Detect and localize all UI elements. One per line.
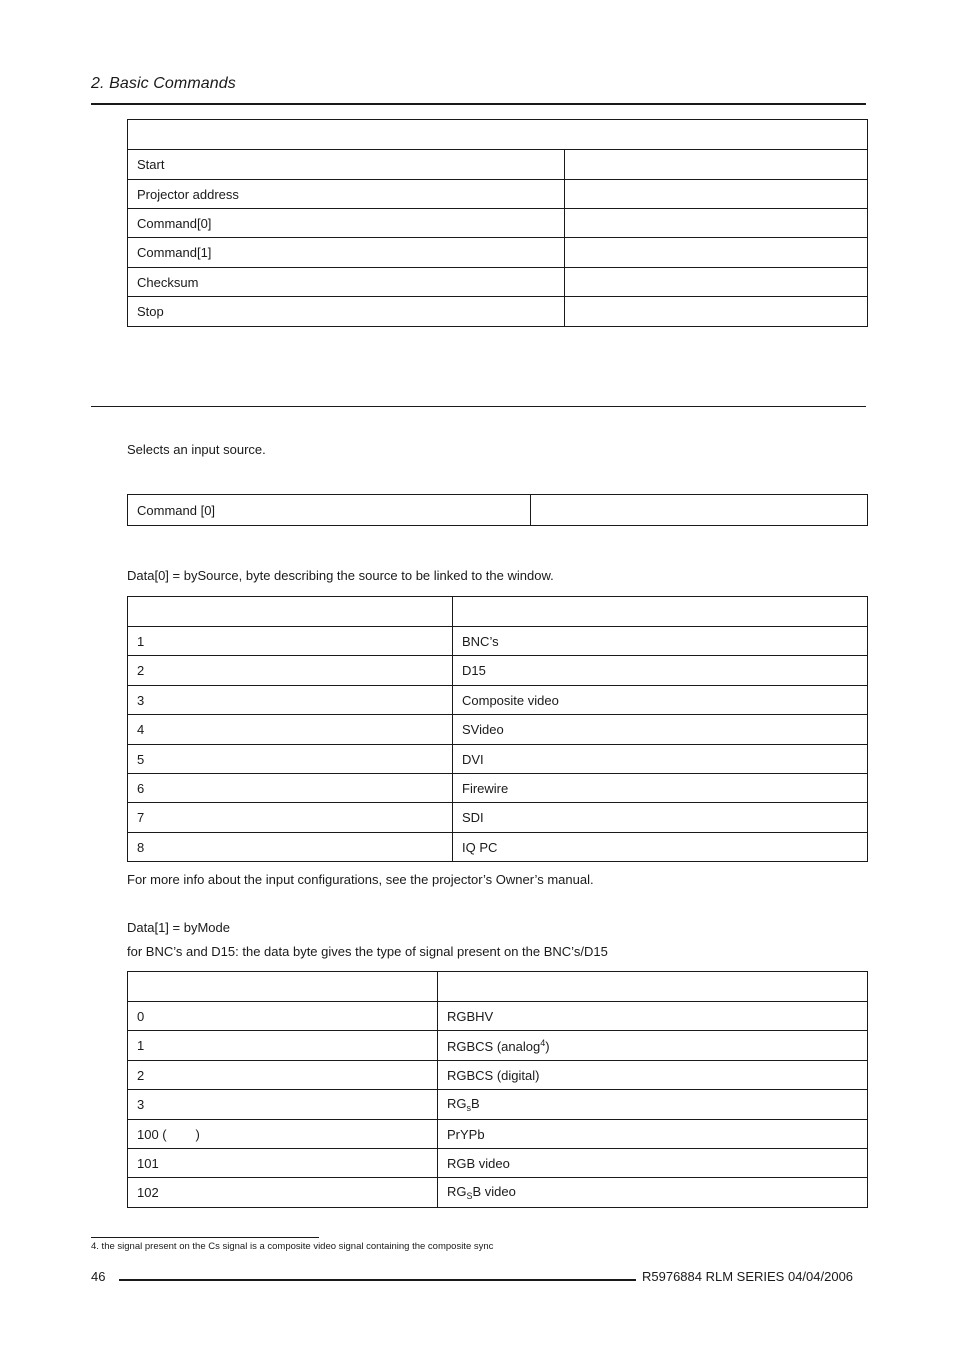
- source-table-header-cell: [128, 597, 453, 627]
- mode-name: [438, 1149, 868, 1178]
- source-value: 2: [128, 656, 453, 686]
- table-row: [128, 1120, 868, 1149]
- table-row: [128, 833, 868, 862]
- packet-field-value: [565, 268, 868, 297]
- source-value: 5: [128, 745, 453, 774]
- packet-field-label: Checksum: [128, 268, 565, 297]
- mode-name: [438, 1178, 868, 1208]
- table-row: [128, 209, 868, 238]
- mode-name-suffix: B video: [472, 1184, 516, 1199]
- mode-name: [438, 1061, 868, 1090]
- mode-value: 1: [128, 1031, 438, 1061]
- table-row: [128, 656, 868, 686]
- packet-table: [127, 119, 868, 327]
- mode-name: [438, 1090, 868, 1120]
- mode-value: 102: [128, 1178, 438, 1208]
- packet-field-label: Start: [128, 150, 565, 180]
- table-row: [128, 180, 868, 209]
- section-divider: [91, 406, 866, 407]
- mode-name: [438, 1031, 868, 1061]
- table-row: [128, 745, 868, 774]
- packet-field-label: Stop: [128, 297, 565, 327]
- command-value: [531, 495, 868, 526]
- packet-field-value: [565, 180, 868, 209]
- packet-field-value: [565, 209, 868, 238]
- document-reference: R5976884 RLM SERIES 04/04/2006: [642, 1269, 854, 1284]
- source-name: SVideo: [453, 715, 868, 745]
- source-value: 1: [128, 627, 453, 656]
- mode-subscript: s: [466, 1103, 471, 1113]
- mode-table-header-cell: [128, 972, 438, 1002]
- table-row: [128, 1061, 868, 1090]
- mode-subscript: S: [466, 1191, 473, 1201]
- mode-name-suffix: ): [545, 1038, 550, 1054]
- table-row: [128, 686, 868, 715]
- description-text: Selects an input source.: [127, 442, 266, 457]
- mode-name-text: RGB video: [447, 1155, 510, 1171]
- mode-value: 0: [128, 1002, 438, 1031]
- table-row: [128, 803, 868, 833]
- command-table: [127, 494, 868, 526]
- footnote-rule: [91, 1237, 319, 1238]
- mode-value: 100 ( ): [128, 1120, 438, 1149]
- command-label: Command [0]: [128, 495, 531, 526]
- table-row: [128, 150, 868, 180]
- bnc-mode-text: for BNC’s and D15: the data byte gives the type of signal present on the BNC’s/D15: [127, 944, 608, 959]
- mode-table: [127, 971, 868, 1208]
- table-row: [128, 1149, 868, 1178]
- table-row: [128, 1090, 868, 1120]
- table-row: [128, 1178, 868, 1208]
- section-title: 2. Basic Commands: [91, 75, 236, 92]
- source-value: 8: [128, 833, 453, 862]
- table-row: [128, 774, 868, 803]
- packet-field-label: Command[1]: [128, 238, 565, 268]
- packet-field-value: [565, 297, 868, 327]
- table-row: [128, 495, 868, 526]
- source-name: Firewire: [453, 774, 868, 803]
- table-row: [128, 1002, 868, 1031]
- source-value: 4: [128, 715, 453, 745]
- table-row: [128, 627, 868, 656]
- packet-table-header-row: [128, 120, 868, 150]
- mode-name-text: RG: [447, 1184, 467, 1199]
- packet-field-label: Command[0]: [128, 209, 565, 238]
- packet-field-value: [565, 238, 868, 268]
- packet-table-header-cell: [128, 120, 868, 150]
- mode-name-text: RGBCS (digital): [447, 1067, 540, 1083]
- mode-name: [438, 1120, 868, 1149]
- mode-table-header-row: [128, 972, 868, 1002]
- mode-name-text: RGBCS (analog: [447, 1038, 541, 1054]
- source-name: Composite video: [453, 686, 868, 715]
- data0-text: Data[0] = bySource, byte describing the source to be linked to the window.: [127, 568, 554, 583]
- source-name: SDI: [453, 803, 868, 833]
- table-row: [128, 238, 868, 268]
- mode-name-text: RGBHV: [447, 1008, 494, 1024]
- header-rule: [91, 103, 866, 105]
- source-name: BNC’s: [453, 627, 868, 656]
- source-value: 6: [128, 774, 453, 803]
- mode-value: 3: [128, 1090, 438, 1120]
- mode-value: 101: [128, 1149, 438, 1178]
- mode-name-text: RG: [447, 1096, 467, 1111]
- footnote-marker: 4: [540, 1037, 546, 1048]
- table-row: [128, 715, 868, 745]
- packet-field-value: [565, 150, 868, 180]
- mode-name: [438, 1002, 868, 1031]
- source-table: [127, 596, 868, 862]
- source-table-header-cell: [453, 597, 868, 627]
- table-row: [128, 1031, 868, 1061]
- mode-name-suffix: B: [471, 1096, 480, 1111]
- footer-rule: [119, 1279, 636, 1281]
- table-row: [128, 268, 868, 297]
- packet-field-label: Projector address: [128, 180, 565, 209]
- source-value: 7: [128, 803, 453, 833]
- source-name: DVI: [453, 745, 868, 774]
- page-number: 46: [91, 1269, 106, 1284]
- table-row: [128, 297, 868, 327]
- source-name: IQ PC: [453, 833, 868, 862]
- mode-name-text: PrYPb: [447, 1126, 485, 1142]
- mode-value: 2: [128, 1061, 438, 1090]
- source-name: D15: [453, 656, 868, 686]
- data1-text: Data[1] = byMode: [127, 920, 230, 935]
- more-info-text: For more info about the input configurations, see the projector’s Owner’s manual.: [127, 872, 594, 887]
- footnote-text: 4. the signal present on the Cs signal is a composite video signal containing the composite sync: [91, 1241, 494, 1252]
- source-value: 3: [128, 686, 453, 715]
- mode-table-header-cell: [438, 972, 868, 1002]
- source-table-header-row: [128, 597, 868, 627]
